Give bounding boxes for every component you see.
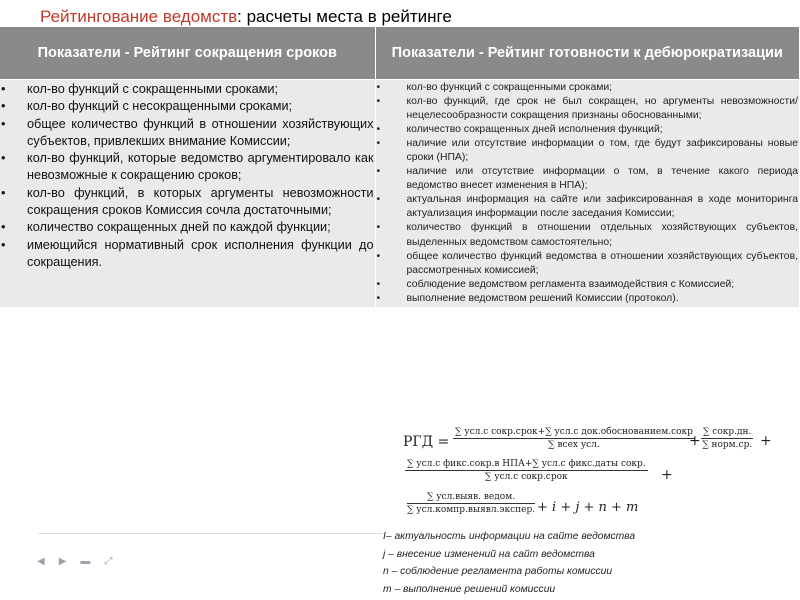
left-indicators-list	[1, 81, 374, 271]
right-indicator-item: • актуальная информация на сайте или зафиксированная в ходе мониторинга актуализация информации после заседания Комиссии;	[377, 193, 799, 221]
slide-title-highlight: Рейтингование ведомств	[40, 7, 238, 26]
left-column-cell	[0, 80, 375, 307]
formula-fraction-3-num: ∑ усл.с фикс.сокр.в НПА+∑ усл.с фикс.даты сокр.	[407, 459, 646, 469]
formula-fraction-3-den: ∑ усл.с сокр.срок	[485, 472, 568, 482]
right-indicator-item: • кол-во функций с сокращенными сроками;	[377, 81, 799, 95]
lower-left-blank	[0, 411, 375, 600]
formula-fraction-1	[453, 427, 695, 450]
formula-fraction-4-den: ∑ усл.компр.выявл.экспер.	[407, 505, 536, 515]
legend-item: n – соблюдение регламента работы комиссии	[383, 566, 613, 578]
legend-item: j – внесение изменений на сайт ведомства	[383, 548, 595, 560]
nav-prev-icon[interactable]: ◀	[37, 556, 45, 567]
formula-lhs: РГД =	[403, 434, 450, 450]
formula-tail: + i + j + n + m	[537, 500, 639, 515]
left-indicator-item: • кол-во функций, которые ведомство аргументировало как невозможные к сокращению сроков;	[1, 150, 374, 185]
formula-fraction-4	[407, 492, 535, 515]
left-indicator-item: • кол-во функций с сокращенными сроками;	[1, 81, 374, 98]
right-column-header: Показатели - Рейтинг готовности к дебюрократизации	[375, 27, 799, 80]
legend-item: I– актуальность информации на сайте ведомства	[383, 531, 636, 542]
left-indicator-item: • имеющийся нормативный срок исполнения функции до сокращения.	[1, 237, 374, 272]
right-indicator-item: • соблюдение ведомством регламента взаимодействия с Комиссией;	[377, 278, 799, 292]
formula-fraction-1-den: ∑ всех усл.	[548, 440, 600, 450]
left-indicator-item: • кол-во функций с несокращенными сроками;	[1, 98, 374, 115]
slide-title-rest: : расчеты места в рейтинге	[237, 7, 452, 26]
rgd-formula	[393, 425, 793, 525]
legend-item: m – выполнение решений комиссии	[383, 583, 556, 595]
formula-legend	[383, 528, 635, 598]
nav-fullscreen-icon[interactable]: ⤢	[104, 556, 113, 567]
right-indicator-item: • количество сокращенных дней исполнения функций;	[377, 123, 799, 137]
indicators-table	[0, 27, 799, 307]
formula-fraction-1-num: ∑ усл.с сокр.срок+∑ усл.с док.обоснованием.сокр	[455, 427, 693, 437]
formula-plus-1: +	[689, 433, 701, 449]
left-indicator-item: • общее количество функций в отношении хозяйствующих субъектов, привлекших внимание Комиссии;	[1, 116, 374, 151]
right-indicators-list	[377, 81, 799, 306]
right-indicator-item: • наличие или отсутствие информации о том, где будут зафиксированы новые сроки (НПА);	[377, 137, 799, 165]
left-indicator-item: • количество сокращенных дней по каждой функции;	[1, 219, 374, 236]
nav-divider	[38, 533, 383, 534]
right-indicator-item: • выполнение ведомством решений Комиссии (протокол).	[377, 292, 799, 306]
left-column-header: Показатели - Рейтинг сокращения сроков	[0, 27, 375, 80]
formula-fraction-2-num: ∑ сокр.дн.	[703, 427, 752, 437]
left-indicator-item: • кол-во функций, в которых аргументы невозможности сокращения сроков Комиссия сочла достаточными;	[1, 185, 374, 220]
slide-title	[40, 7, 452, 27]
nav-next-icon[interactable]: ▶	[58, 556, 67, 567]
formula-fraction-4-num: ∑ усл.выяв. ведом.	[407, 492, 535, 504]
right-indicator-item: • количество функций в отношении отдельных хозяйствующих субъектов, выделенных ведомством самостоятельно;	[377, 221, 799, 249]
right-indicator-item: • кол-во функций, где срок не был сокращен, но аргументы невозможности/нецелесообразности сокращения признаны обоснованными;	[377, 95, 799, 123]
formula-fraction-2	[701, 427, 753, 450]
formula-plus-3: +	[661, 467, 673, 483]
slide-nav	[37, 556, 126, 567]
formula-fraction-3	[405, 459, 648, 482]
formula-fraction-2-den: ∑ норм.ср.	[702, 440, 753, 450]
right-indicator-item: • общее количество функций ведомства в отношении хозяйствующих субъектов, рассмотренных комиссией;	[377, 250, 799, 278]
formula-plus-2: +	[760, 433, 772, 449]
right-indicator-item: • наличие или отсутствие информации о том, в течение какого периода ведомство внесет изменения в НПА);	[377, 165, 799, 193]
right-column-cell	[375, 80, 799, 307]
nav-menu-icon[interactable]: ▬	[80, 556, 91, 567]
